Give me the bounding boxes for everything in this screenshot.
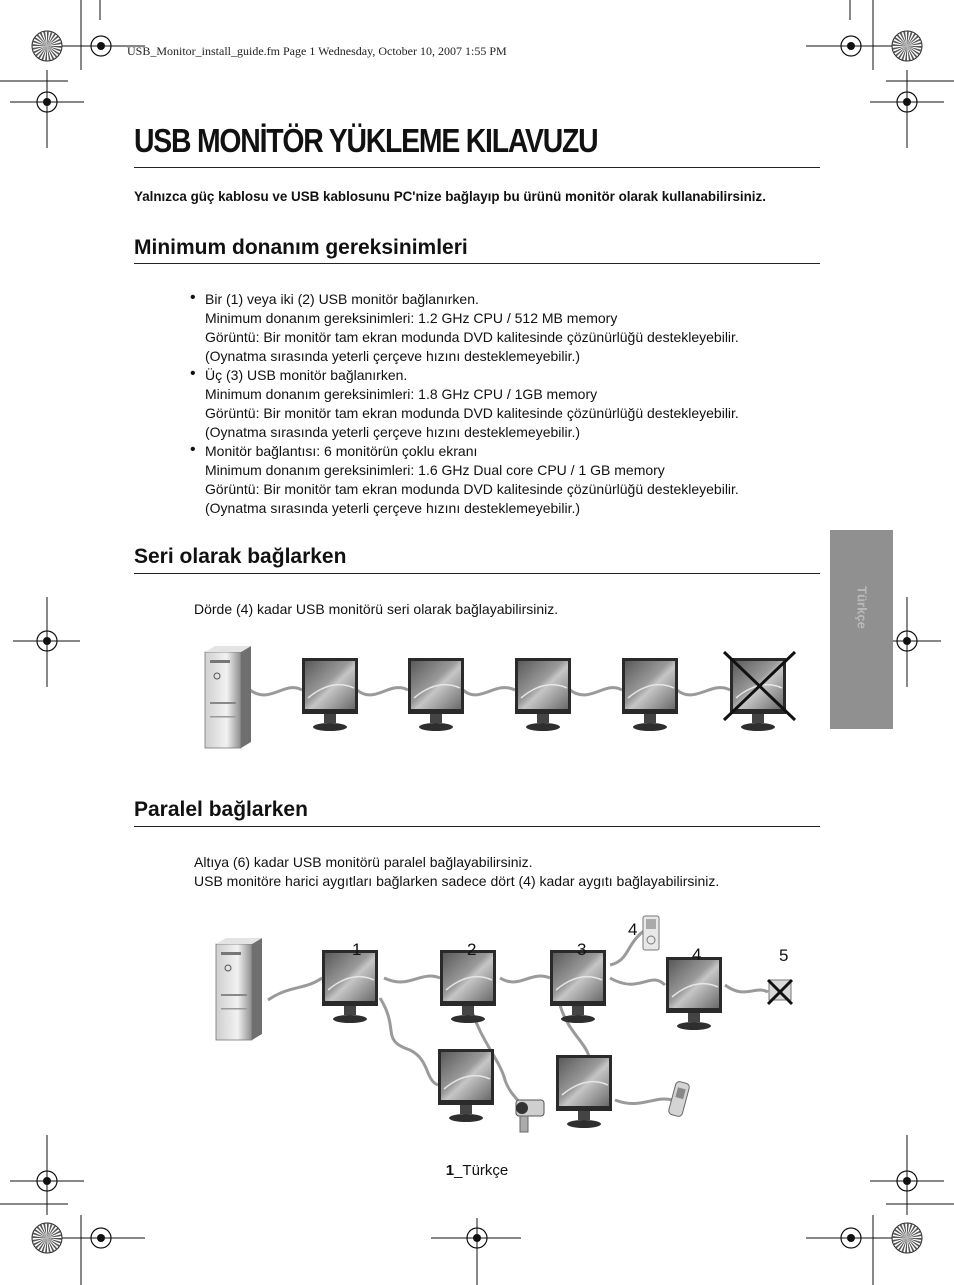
requirement-line: (Oynatma sırasında yeterli çerçeve hızını desteklemeyebilir.): [205, 348, 581, 364]
parallel-text-line-1: Altıya (6) kadar USB monitörü paralel bağlayabilirsiniz.: [194, 854, 533, 870]
requirement-line: Görüntü: Bir monitör tam ekran modunda DVD kalitesinde çözünürlüğü destekleyebilir.: [205, 481, 739, 497]
bullet: •: [190, 365, 196, 382]
diagram-label-4a: 4: [628, 920, 638, 939]
requirement-line: Minimum donanım gereksinimleri: 1.8 GHz CPU / 1GB memory: [205, 386, 598, 402]
section-heading-minimum: Minimum donanım gereksinimleri: [134, 236, 468, 259]
requirement-line: (Oynatma sırasında yeterli çerçeve hızını desteklemeyebilir.): [205, 424, 581, 440]
language-tab-label: Türkçe: [854, 586, 869, 629]
requirement-line: Minimum donanım gereksinimleri: 1.6 GHz Dual core CPU / 1 GB memory: [205, 462, 665, 478]
page-footer-label: _Türkçe: [454, 1162, 509, 1179]
diagram-label-4b: 4: [692, 945, 702, 964]
page-number: 1: [445, 1162, 455, 1179]
monitor-p4: [666, 957, 722, 1030]
pc-tower-parallel: [216, 938, 262, 1040]
monitor-p1: [322, 950, 378, 1023]
intro-text: Yalnızca güç kablosu ve USB kablosunu PC'nize bağlayıp bu ürünü monitör olarak kullanabilirsiniz.: [134, 189, 766, 204]
monitor-p2: [440, 950, 496, 1023]
serial-text: Dörde (4) kadar USB monitörü seri olarak bağlayabilirsiniz.: [194, 601, 559, 617]
requirement-line: Görüntü: Bir monitör tam ekran modunda DVD kalitesinde çözünürlüğü destekleyebilir.: [205, 329, 739, 345]
requirement-line: Görüntü: Bir monitör tam ekran modunda DVD kalitesinde çözünürlüğü destekleyebilir.: [205, 405, 739, 421]
requirement-line: Üç (3) USB monitör bağlanırken.: [205, 367, 408, 383]
blocked-device-icon: [768, 980, 792, 1004]
diagram-label-3: 3: [577, 940, 587, 959]
language-side-tab: [830, 530, 893, 729]
parallel-text-line-2: USB monitöre harici aygıtları bağlarken sadece dört (4) kadar aygıtı bağlayabilirsiniz.: [194, 873, 720, 889]
section-heading-serial: Seri olarak bağlarken: [134, 545, 347, 568]
bullet: •: [190, 441, 196, 458]
mp3-player-icon: [643, 916, 659, 950]
page-footer: [0, 1162, 954, 1179]
page-title: USB MONİTÖR YÜKLEME KILAVUZU: [134, 122, 598, 159]
requirement-line: (Oynatma sırasında yeterli çerçeve hızını desteklemeyebilir.): [205, 500, 581, 516]
diagram-label-1: 1: [352, 940, 362, 959]
file-header-line: USB_Monitor_install_guide.fm Page 1 Wednesday, October 10, 2007 1:55 PM: [127, 44, 507, 58]
monitor-p3: [550, 950, 606, 1023]
diagram-label-5: 5: [779, 946, 789, 965]
camcorder-icon: [516, 1100, 544, 1132]
requirement-line: Bir (1) veya iki (2) USB monitör bağlanırken.: [205, 291, 479, 307]
bullet: •: [190, 289, 196, 306]
monitor-p5: [438, 1049, 494, 1122]
diagram-label-2: 2: [467, 940, 477, 959]
monitor-p6: [556, 1055, 612, 1128]
requirement-line: Monitör bağlantısı: 6 monitörün çoklu ekranı: [205, 443, 478, 459]
requirement-line: Minimum donanım gereksinimleri: 1.2 GHz CPU / 512 MB memory: [205, 310, 618, 326]
section-heading-parallel: Paralel bağlarken: [134, 798, 308, 821]
